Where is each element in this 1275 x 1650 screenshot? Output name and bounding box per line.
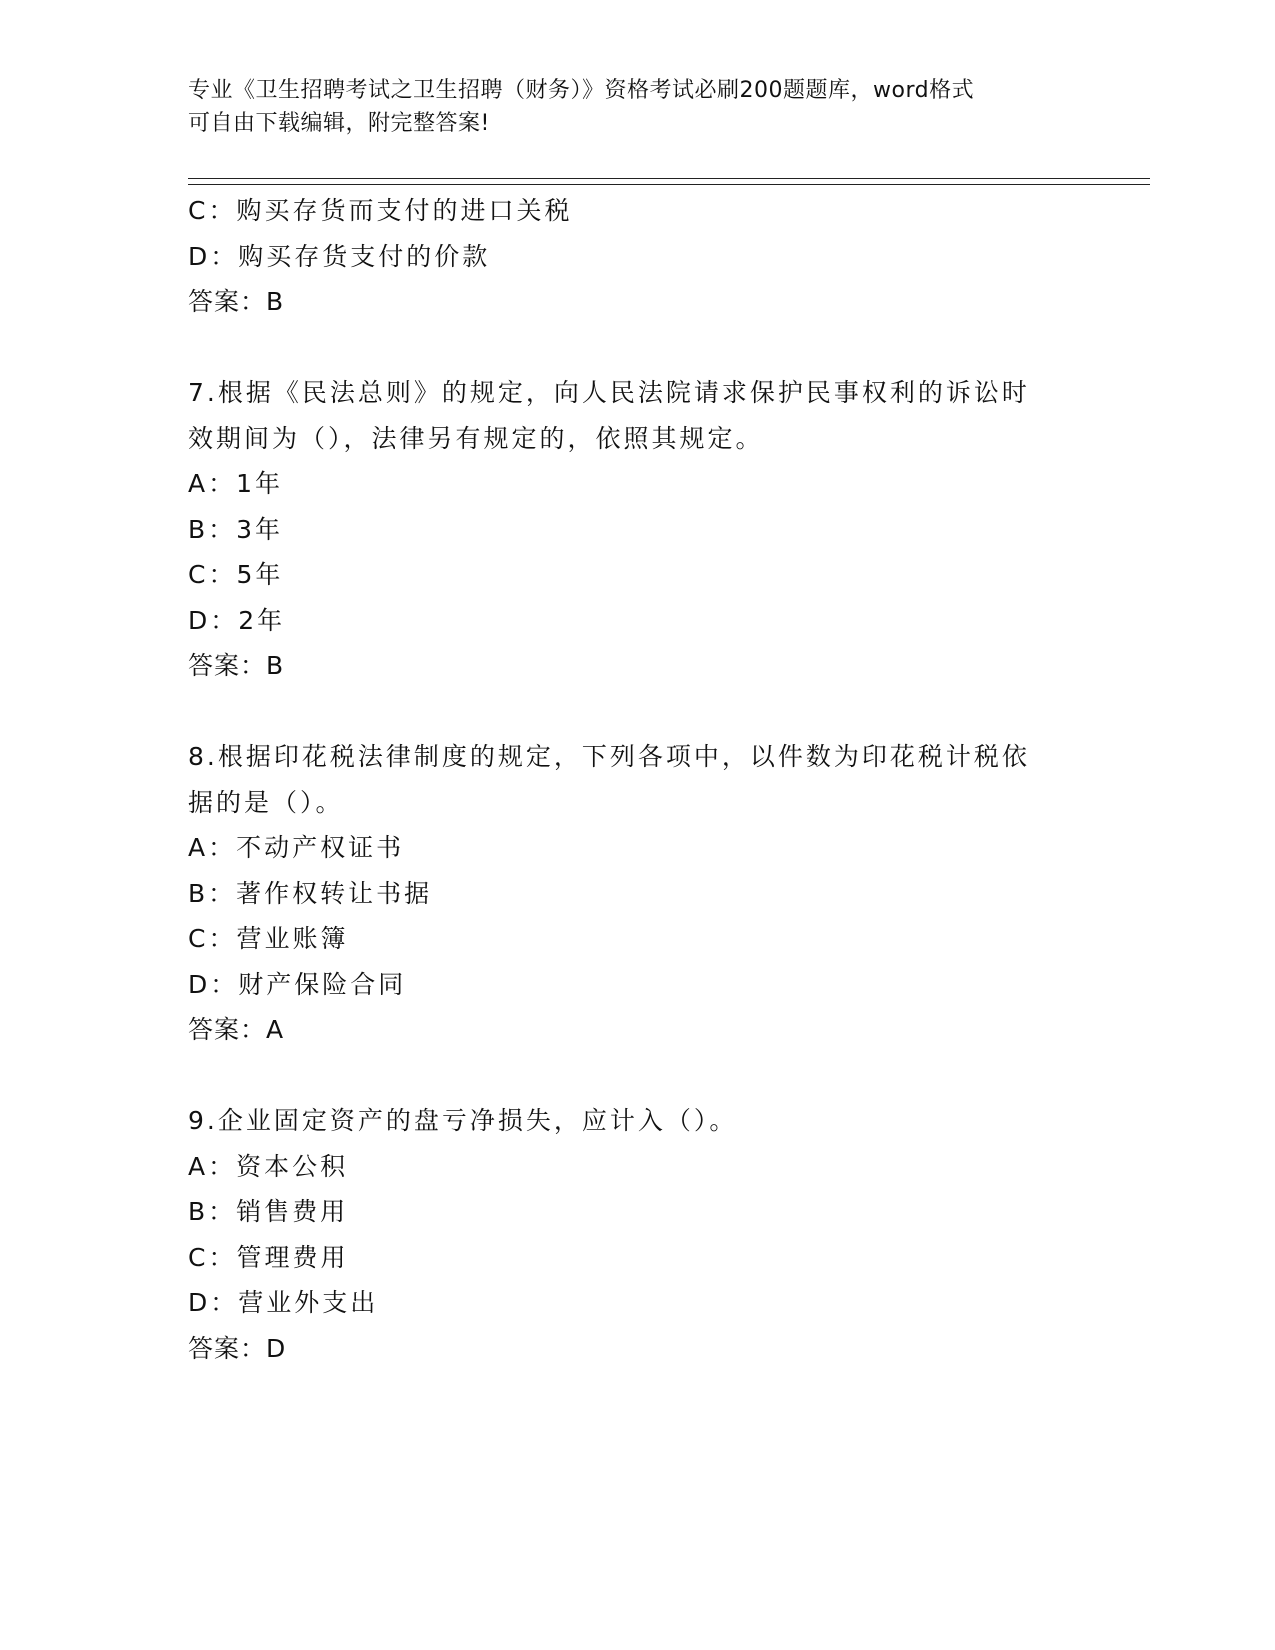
- question-9: [188, 1098, 1088, 1371]
- option-c: C：5年: [188, 560, 284, 589]
- question-7: [188, 370, 1088, 689]
- answer-line: 答案：D: [188, 1333, 287, 1363]
- document-header: [188, 74, 1068, 140]
- question-text-line: 据的是（）。: [188, 787, 344, 817]
- header-title-line-2: 可自由下载编辑，附完整答案!: [188, 111, 490, 136]
- option-a: A：不动产权证书: [188, 833, 405, 862]
- answer-line: 答案：B: [188, 287, 285, 316]
- option-b: B：3年: [188, 514, 284, 544]
- option-c: C：购买存货而支付的进口关税: [188, 196, 573, 225]
- option-a: A：资本公积: [188, 1151, 349, 1181]
- question-content: [188, 188, 1088, 1371]
- spacer: [188, 325, 1088, 371]
- question-text-line: 8.根据印花税法律制度的规定，下列各项中，以件数为印花税计税依: [188, 742, 1030, 771]
- option-d: D：2年: [188, 605, 286, 635]
- question-text-line: 效期间为（），法律另有规定的，依照其规定。: [188, 423, 764, 453]
- option-c: C：营业账簿: [188, 924, 349, 953]
- question-text-line: 7.根据《民法总则》的规定，向人民法院请求保护民事权利的诉讼时: [188, 378, 1030, 407]
- option-d: D：营业外支出: [188, 1288, 379, 1317]
- spacer: [188, 1053, 1088, 1099]
- header-divider-top: [188, 178, 1150, 179]
- option-a: A：1年: [188, 469, 284, 498]
- question-text-line: 9.企业固定资产的盘亏净损失，应计入（）。: [188, 1106, 738, 1135]
- header-divider-bottom: [188, 184, 1150, 185]
- answer-line: 答案：B: [188, 651, 285, 680]
- previous-question-tail: [188, 188, 1088, 325]
- option-b: B：著作权转让书据: [188, 878, 433, 908]
- header-title-line-1: 专业《卫生招聘考试之卫生招聘（财务）》资格考试必刷200题题库，word格式: [188, 78, 975, 103]
- option-d: D：购买存货支付的价款: [188, 241, 491, 271]
- option-d: D：财产保险合同: [188, 969, 407, 999]
- answer-line: 答案：A: [188, 1015, 285, 1044]
- spacer: [188, 689, 1088, 735]
- question-8: [188, 734, 1088, 1053]
- option-b: B：销售费用: [188, 1197, 349, 1226]
- option-c: C：管理费用: [188, 1242, 349, 1272]
